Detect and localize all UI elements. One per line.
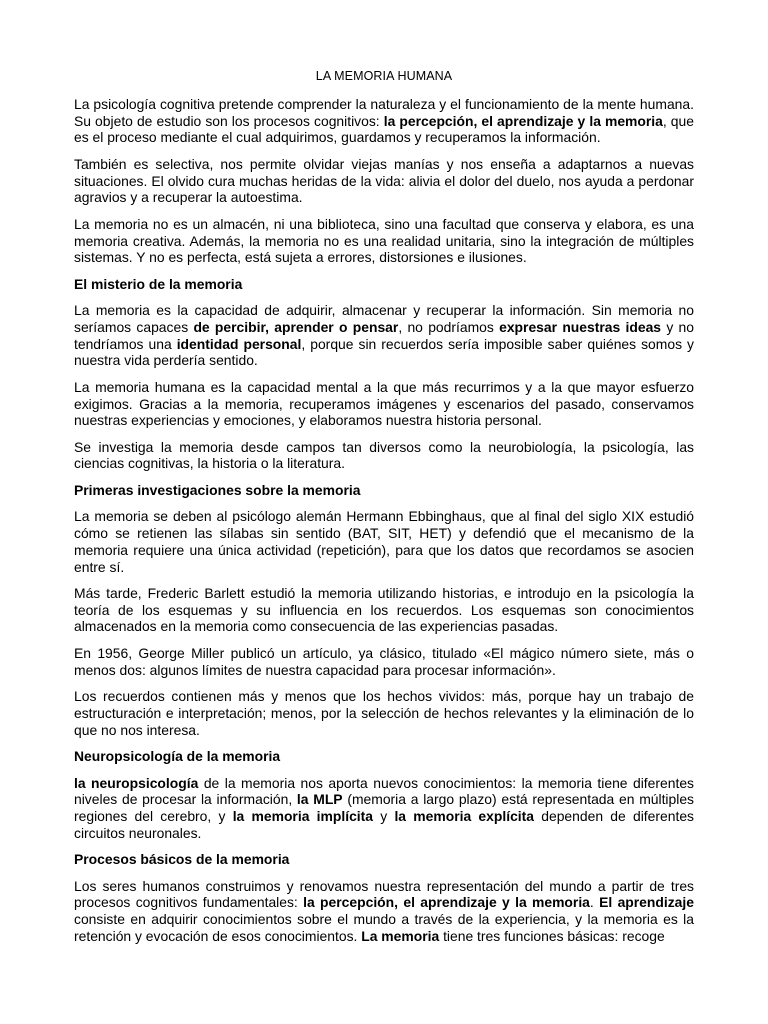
paragraph xyxy=(74,585,694,635)
text-run: En 1956, George Miller publicó un artículo, ya clásico, titulado «El mágico número siete, más o menos dos: algunos límites de nuestra capacidad para procesar información». xyxy=(74,644,694,678)
paragraph xyxy=(74,508,694,575)
text-run: , no podríamos xyxy=(398,318,500,335)
bold-text: de percibir, aprender o pensar xyxy=(193,318,399,335)
text-run: , porque sin recuerdos sería imposible saber quiénes somos y nuestra vida perdería sentido. xyxy=(74,335,694,369)
text-run: La memoria no es un almacén, ni una biblioteca, sino una facultad que conserva y elabora, es una memoria creativa. Además, la memoria no es una realidad unitaria, sino la integración de múltiples sistemas. Y no es perfecta, está sujeta a errores, distorsiones e ilusiones. xyxy=(74,215,694,266)
paragraph xyxy=(74,688,694,738)
text-run: de la memoria nos aporta nuevos conocimientos: la memoria tiene diferentes niveles de procesar la información, xyxy=(74,774,694,808)
bold-text: expresar nuestras ideas xyxy=(499,318,662,335)
paragraph xyxy=(74,439,694,472)
bold-text: la percepción, el aprendizaje y la memoria xyxy=(303,894,590,911)
text-run: El misterio de la memoria xyxy=(74,275,243,292)
bold-text: El aprendizaje xyxy=(599,894,694,911)
bold-text: la percepción, el aprendizaje y la memoria xyxy=(383,112,663,129)
text-run: La psicología cognitiva pretende comprender la naturaleza y el funcionamiento de la mente humana. Su objeto de estudio son los procesos cognitivos: xyxy=(74,96,694,129)
bold-text: la memoria implícita xyxy=(232,807,374,824)
paragraph xyxy=(74,216,694,266)
paragraph xyxy=(74,645,694,678)
text-run: consiste en adquirir conocimientos sobre el mundo a través de la experiencia, y la memoria es la retención y evocación de esos conocimientos. xyxy=(74,911,694,944)
section-heading xyxy=(74,276,694,293)
text-run: Neuropsicología de la memoria xyxy=(74,748,281,765)
text-run: La memoria es la capacidad de adquirir, almacenar y recuperar la información. Sin memoria no seríamos capaces xyxy=(74,302,694,335)
text-run: . xyxy=(589,894,600,911)
bold-text: La memoria xyxy=(361,927,440,944)
paragraph xyxy=(74,379,694,429)
document-title: LA MEMORIA HUMANA xyxy=(315,69,453,83)
text-run: y xyxy=(373,807,395,824)
text-run: , que es el proceso mediante el cual adquirimos, guardamos y recuperamos la información. xyxy=(74,112,694,146)
bold-text: la neuropsicología xyxy=(74,774,199,791)
paragraph xyxy=(74,302,694,369)
text-run: También es selectiva, nos permite olvidar viejas manías y nos enseña a adaptarnos a nuevas situaciones. El olvido cura muchas heridas de la vida: alivia el dolor del duelo, nos ayuda a perdonar agravios y a recuperar la autoestima. xyxy=(74,155,694,206)
text-run: dependen de diferentes circuitos neuronales. xyxy=(74,807,694,841)
text-run: La memoria se deben al psicólogo alemán Hermann Ebbinghaus, que al final del siglo XIX estudió cómo se retienen las sílabas sin sentido (BAT, SIT, HET) y defendió que el mecanismo de la memoria requiere una única actividad (repetición), para que los datos que recordamos se asocien entre sí. xyxy=(74,508,694,575)
document-body xyxy=(74,96,694,944)
bold-text: la MLP xyxy=(296,791,343,808)
bold-text: identidad personal xyxy=(176,335,302,352)
section-heading xyxy=(74,851,694,868)
text-run: y no tendríamos una xyxy=(74,318,694,352)
text-run: Primeras investigaciones sobre la memoria xyxy=(74,481,361,498)
text-run: Se investiga la memoria desde campos tan diversos como la neurobiología, la psicología, las ciencias cognitivas, la historia o la literatura. xyxy=(74,438,694,472)
paragraph xyxy=(74,775,694,842)
paragraph xyxy=(74,96,694,146)
paragraph xyxy=(74,878,694,945)
paragraph xyxy=(74,156,694,206)
text-run: Procesos básicos de la memoria xyxy=(74,851,290,868)
bold-text: la memoria explícita xyxy=(394,807,535,824)
text-run: Los seres humanos construimos y renovamos nuestra representación del mundo a partir de tres procesos cognitivos fundamentales: xyxy=(74,877,694,911)
text-run: La memoria humana es la capacidad mental a la que más recurrimos y a la que mayor esfuerzo exigimos. Gracias a la memoria, recuperamos imágenes y escenarios del pasado, conservamos nuestras experiencias y emociones, y elaboramos nuestra historia personal. xyxy=(74,378,694,429)
document-page xyxy=(74,68,694,954)
text-run: tiene tres funciones básicas: recoge xyxy=(439,927,665,944)
text-run: Más tarde, Frederic Barlett estudió la memoria utilizando historias, e introdujo en la psicología la teoría de los esquemas y su influencia en los recuerdos. Los esquemas son conocimientos almacenados en la memoria como consecuencia de las experiencias pasadas. xyxy=(74,585,694,635)
section-heading xyxy=(74,482,694,499)
section-heading xyxy=(74,748,694,765)
text-run: (memoria a largo plazo) está representada en múltiples regiones del cerebro, y xyxy=(74,791,694,824)
text-run: Los recuerdos contienen más y menos que los hechos vividos: más, porque hay un trabajo de estructuración e interpretación; menos, por la selección de hechos relevantes y la eliminación de lo que no nos interesa. xyxy=(74,688,694,738)
